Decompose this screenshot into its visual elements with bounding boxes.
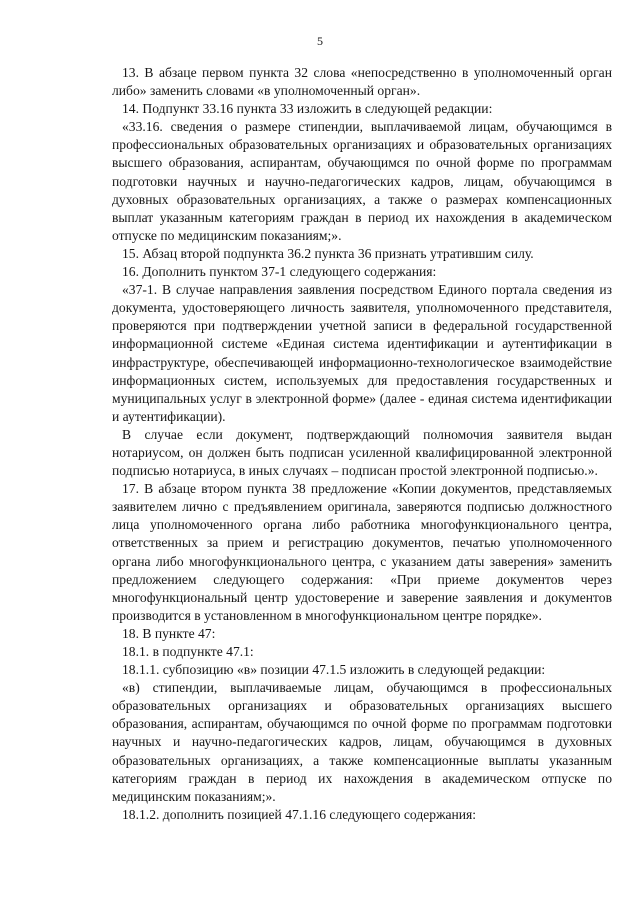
paragraph-18-1: 18.1. в подпункте 47.1: xyxy=(122,644,254,659)
paragraph-13: 13. В абзаце первом пункта 32 слова «непосредственно в уполномоченный орган либо» заменить словами «в уполномоченный орган». xyxy=(112,65,612,99)
page-number: 5 xyxy=(317,34,323,48)
paragraph-15: 15. Абзац второй подпункта 36.2 пункта 36 признать утратившим силу. xyxy=(122,245,534,261)
paragraph-14: 14. Подпункт 33.16 пункта 33 изложить в следующей редакции: xyxy=(122,101,493,117)
paragraph-18-1-1: 18.1.1. субпозицию «в» позиции 47.1.5 изложить в следующей редакции: xyxy=(122,662,546,678)
paragraph-37-1-text: «37-1. В случае направления заявления посредством Единого портала сведения из документа, удостоверяющего личность заявителя, уполномоченного представителя, проверяются при подтверждении учетной записи в федеральной государственной информационной системе «Единая система идентификации и аутентификации в инфраструктуре, обеспечивающей информационно-технологическое взаимодействие информационных систем, используемых для предоставления государственных и муниципальных услуг в электронной форме» (далее - единая система идентификации и аутентификации). xyxy=(112,282,612,424)
paragraph-18-1-2: 18.1.2. дополнить позицией 47.1.16 следующего содержания: xyxy=(122,806,477,822)
paragraph-17: 17. В абзаце втором пункта 38 предложение «Копии документов, представляемых заявителем лично с предъявлением оригинала, заверяются подписью должностного лица уполномоченного органа либо работника многофункционального центра, ответственных за прием и регистрацию документов, печатью уполномоченного органа либо многофункционального центра, с указанием даты заверения» заменить предложением следующего содержания: «При приеме документов через многофункциональный центр удостоверение и заверение заявления и документов производится в установленном в многофункциональном центре порядке». xyxy=(112,481,612,623)
paragraph-33-16-text: «33.16. сведения о размере стипендии, выплачиваемой лицам, обучающимся в профессиональных образовательных организациях и образовательных организациях высшего образования, аспирантам, обучающимся по очной форме по программам подготовки научных и научно-педагогических кадров, лицам, обучающимся в духовных образовательных организациях, а также о размерах компенсационных выплат указанным категориям граждан в период их нахождения в академическом отпуске по медицинским показаниям;». xyxy=(112,119,612,243)
document-body xyxy=(112,64,612,824)
paragraph-37-1-notary: В случае если документ, подтверждающий полномочия заявителя выдан нотариусом, он должен быть подписан усиленной квалифицированной электронной подписью нотариуса, в иных случаях – подписан простой электронной подписью.». xyxy=(112,426,612,479)
paragraph-47-1-5-text: «в) стипендии, выплачиваемые лицам, обучающимся в профессиональных образовательных организациях и образовательных организациях высшего образования, аспирантам, обучающимся по очной форме по программам подготовки научных и научно-педагогических кадров, лицам, обучающимся в духовных образовательных организациях, а также компенсационные выплаты указанным категориям граждан в период их нахождения в академическом отпуске по медицинским показаниям;». xyxy=(112,680,612,804)
paragraph-16: 16. Дополнить пунктом 37-1 следующего содержания: xyxy=(122,264,437,280)
paragraph-18: 18. В пункте 47: xyxy=(122,625,216,641)
